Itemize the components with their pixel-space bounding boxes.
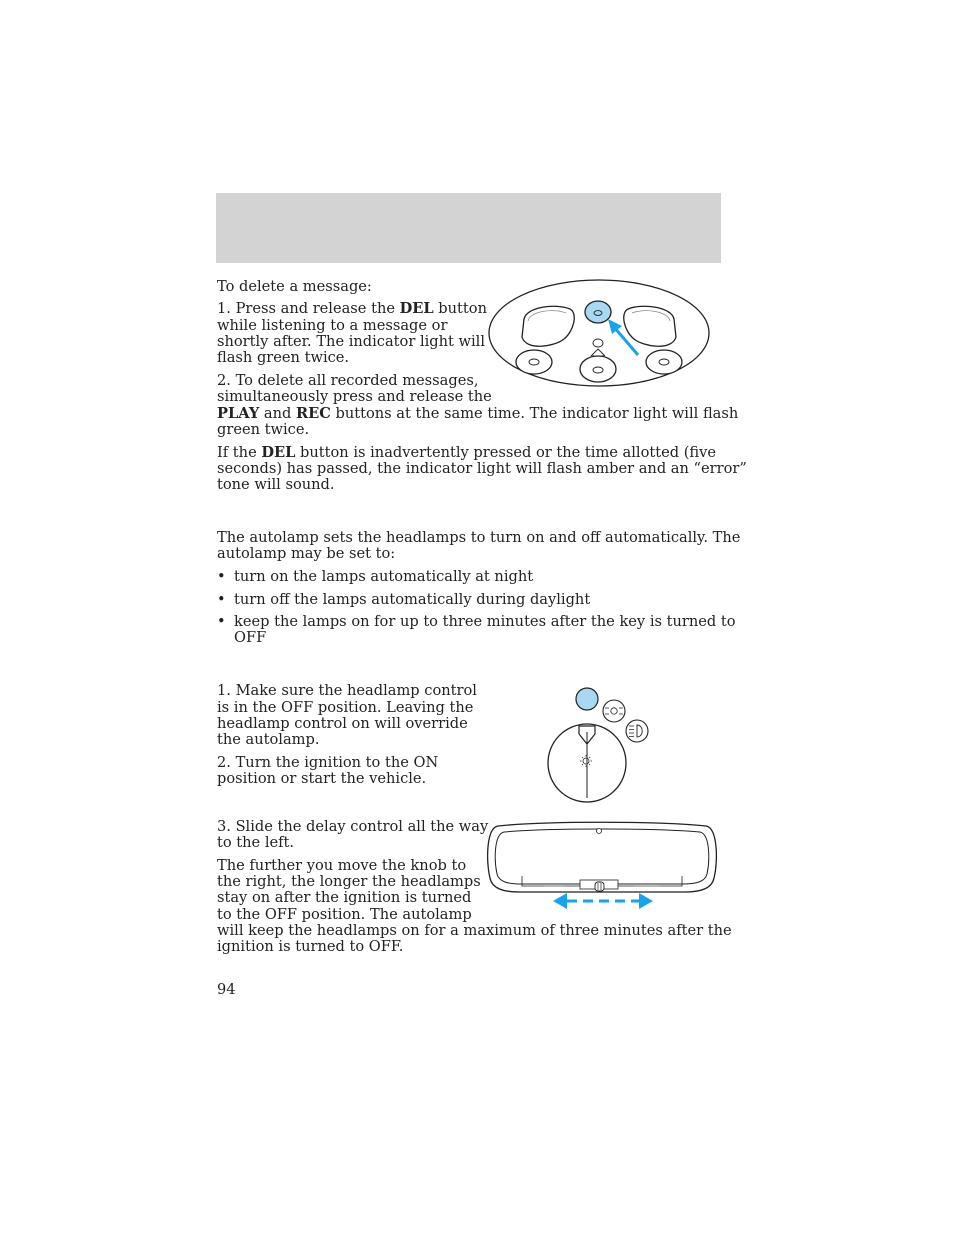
setup-step2-line2: position or start the vehicle.: [217, 770, 427, 787]
delete-step1-line1: 1. Press and release the DEL button: [217, 300, 487, 317]
further-line4: to the OFF position. The autolamp: [217, 906, 472, 923]
setup-step1-line4: the autolamp.: [217, 731, 320, 748]
headlamp-control-diagram: [544, 686, 656, 806]
autolamp-intro-line2: autolamp may be set to:: [217, 545, 396, 562]
further-line5: will keep the headlamps on for a maximum of three minutes after the: [217, 922, 732, 939]
delete-note-line3: tone will sound.: [217, 476, 335, 493]
delete-step2-line4: green twice.: [217, 421, 310, 438]
further-line3: stay on after the ignition is turned: [217, 889, 472, 906]
delete-step1-line3: shortly after. The indicator light will: [217, 333, 486, 350]
setup-step1-line2: is in the OFF position. Leaving the: [217, 699, 474, 716]
autolamp-intro-line1: The autolamp sets the headlamps to turn on and off automatically. The: [217, 529, 741, 546]
further-line6: ignition is turned to OFF.: [217, 938, 404, 955]
headlamp-knob: [548, 724, 626, 802]
parking-lamp-icon: [603, 700, 625, 722]
setup-step1-line3: headlamp control on will override: [217, 715, 468, 732]
setup-step1-line1: 1. Make sure the headlamp control: [217, 682, 477, 699]
message-buttons-diagram: [488, 279, 712, 391]
delete-step1-line4: flash green twice.: [217, 349, 350, 366]
headlamp-icon: [626, 720, 648, 742]
double-arrow: [553, 891, 653, 911]
delete-note-line2: seconds) has passed, the indicator light will flash amber and an “error”: [217, 460, 747, 477]
further-line2: the right, the longer the headlamps: [217, 873, 481, 890]
delete-intro: To delete a message:: [217, 278, 372, 295]
setup-step3-line1: 3. Slide the delay control all the way: [217, 818, 489, 835]
setup-step3-line2: to the left.: [217, 834, 295, 851]
delete-step2-line2: simultaneously press and release the: [217, 388, 492, 405]
further-line1: The further you move the knob to: [217, 857, 467, 874]
delete-step1-line2: while listening to a message or: [217, 317, 448, 334]
header-band: [216, 193, 721, 263]
delete-step2-line3: PLAY and REC buttons at the same time. The indicator light will flash: [217, 405, 739, 422]
delete-note-line1: If the DEL button is inadvertently pressed or the time allotted (five: [217, 444, 717, 461]
page-number: 94: [217, 981, 236, 998]
setup-step2-line1: 2. Turn the ignition to the ON: [217, 754, 439, 771]
delete-step2-line1: 2. To delete all recorded messages,: [217, 372, 479, 389]
del-button-highlight: [585, 301, 611, 323]
